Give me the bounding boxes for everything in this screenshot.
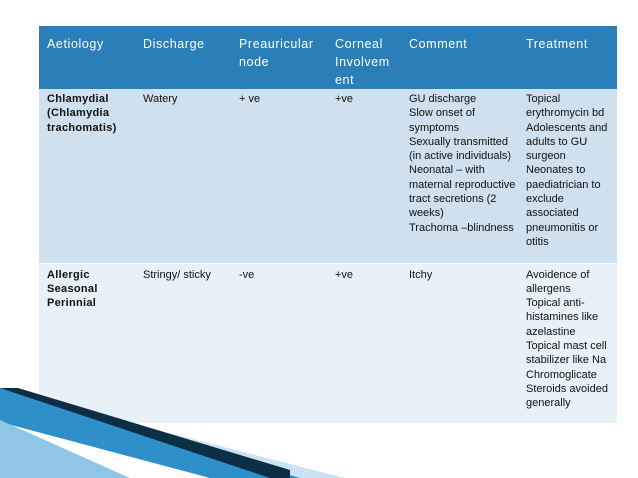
cell-comment: Itchy bbox=[401, 263, 518, 423]
header-comment: Comment bbox=[409, 37, 468, 51]
comparison-table bbox=[39, 26, 617, 423]
table-row-chlamydial bbox=[39, 89, 617, 263]
header-treatment: Treatment bbox=[526, 37, 588, 51]
cell-corneal: +ve bbox=[327, 263, 401, 423]
cell-discharge: Stringy/ sticky bbox=[135, 263, 231, 423]
comparison-table-container bbox=[39, 26, 617, 423]
cell-discharge: Watery bbox=[135, 89, 231, 263]
cell-comment: GU discharge Slow onset of symptoms Sexually transmitted (in active individuals) Neonatal – with maternal reproductive tract secretions (2 weeks) Trachoma –blindness bbox=[401, 89, 518, 263]
cell-preauricular: -ve bbox=[231, 263, 327, 423]
cell-aetiology: Allergic Seasonal Perinnial bbox=[39, 263, 135, 423]
cell-treatment: Avoidence of allergens Topical anti- histamines like azelastine Topical mast cell stabilizer like Na Chromoglicate Steroids avoided generally bbox=[518, 263, 617, 423]
cell-aetiology: Chlamydial (Chlamydia trachomatis) bbox=[39, 89, 135, 263]
header-preauricular-node: Preauricular node bbox=[239, 37, 314, 69]
slide-decoration bbox=[0, 388, 638, 478]
header-discharge: Discharge bbox=[143, 37, 205, 51]
header-corneal-involvement: Corneal Involvem ent bbox=[335, 37, 390, 87]
cell-preauricular: + ve bbox=[231, 89, 327, 263]
header-aetiology: Aetiology bbox=[47, 37, 104, 51]
cell-treatment: Topical erythromycin bd Adolescents and adults to GU surgeon Neonates to paediatrician to exclude associated pneumonitis or otitis bbox=[518, 89, 617, 263]
cell-corneal: +ve bbox=[327, 89, 401, 263]
table-header-row bbox=[39, 26, 617, 89]
